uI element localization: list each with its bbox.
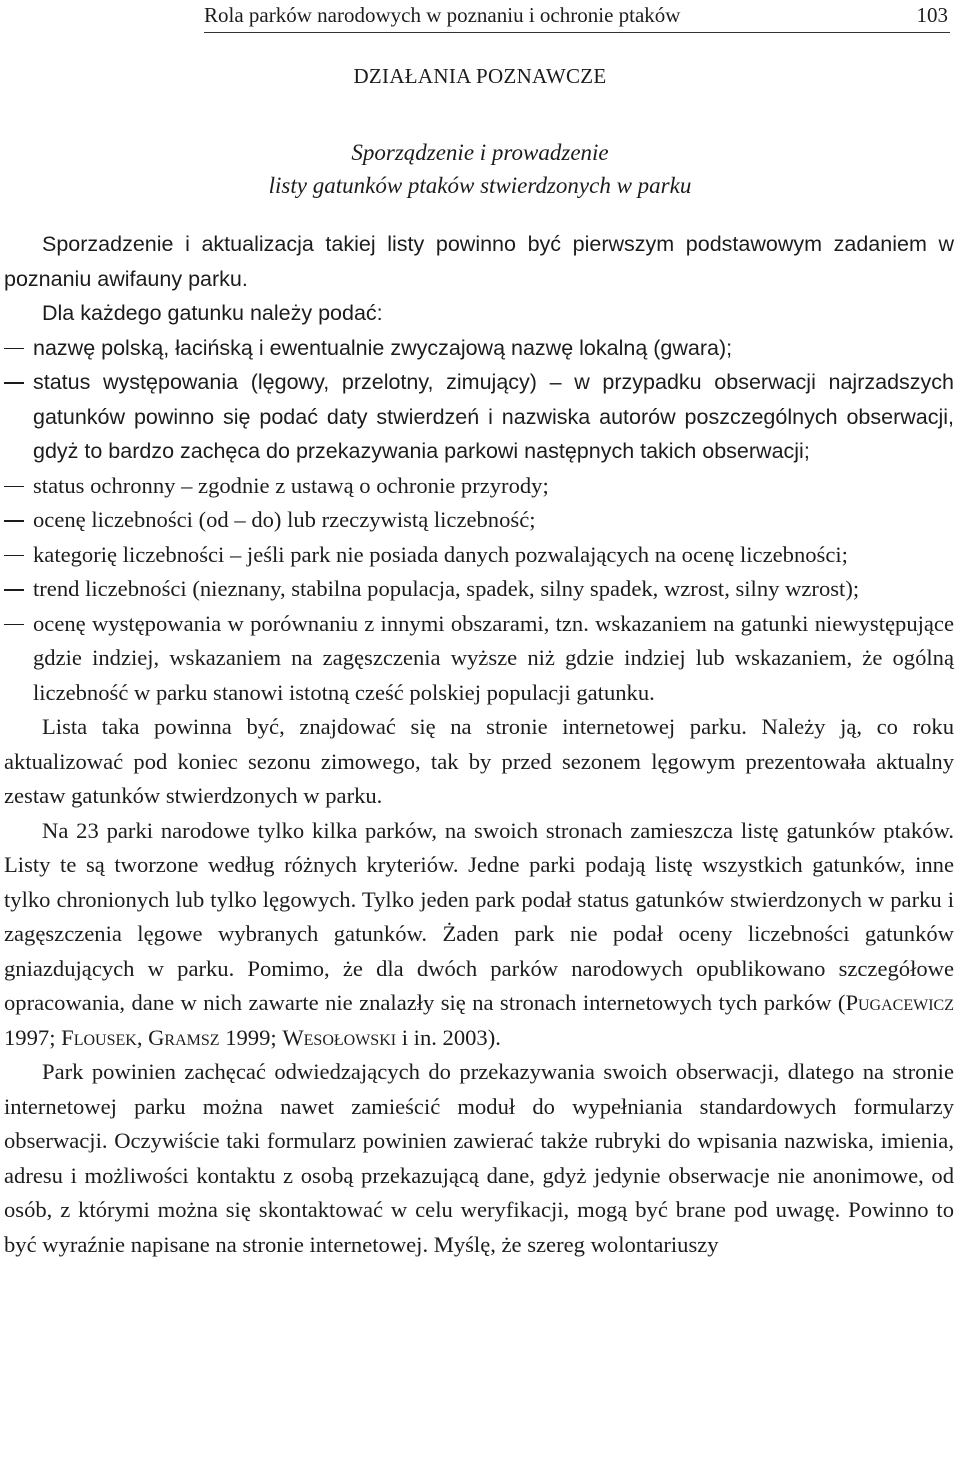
paragraph-parks-text: Na 23 parki narodowe tylko kilka parków, na swoich stronach zamieszcza listę gatunków ptaków. Listy te są tworzone według różnych kryteriów. Jedne parki podają listę wszystkich gatunków, inne tylko chronionych lub tylko lęgowych. Tylko jeden park podał status gatunków stwierdzonych w parku i zagęszczenia lęgowe wybranych gatunków. Żaden park nie podał oceny liczebności gatunków gniazdujących w parku. Pomimo, że dla dwóch parków narodowych opublikowano szczegółowe opracowania, dane w nich zawarte nie znalazły się na stronach internetowych tych parków bbox=[4, 817, 954, 1015]
subsection-title bbox=[0, 136, 960, 202]
list-item: trend liczebności (nieznany, stabilna populacja, spadek, silny spadek, wzrost, silny wzrost); bbox=[4, 572, 954, 607]
citation-author: Gramsz bbox=[148, 1024, 220, 1050]
running-title: Rola parków narodowych w poznaniu i ochronie ptaków bbox=[204, 3, 681, 27]
subsection-title-line-1: Sporządzenie i prowadzenie bbox=[351, 140, 609, 165]
page-number: 103 bbox=[916, 3, 948, 27]
citation-author: Pugacewicz bbox=[845, 990, 954, 1015]
paragraph-website-list: Lista taka powinna być, znajdować się na stronie internetowej parku. Należy ją, co roku aktualizować pod koniec sezonu zimowego, tak by przed sezonem lęgowym prezentowała aktualny zestaw gatunków stwierdzonych w parku. bbox=[4, 714, 954, 808]
paragraph-observation-form: Park powinien zachęcać odwiedzających do przekazywania swoich obserwacji, dlatego na stronie internetowej parku można nawet zamieścić moduł do wypełniania standardowych formularzy obserwacji. Oczywiście taki formularz powinien zawierać także rubryki do wpisania nazwiska, imienia, adresu i możliwości kontaktu z osobą przekazującą dane, gdyż jedynie obserwacje nie anonimowe, od osób, z którymi można się skontaktować w celu weryfikacji, mogą być brane pod uwagę. Powinno to być wyraźnie napisane na stronie internetowej. Myślę, że szereg wolontariuszy bbox=[4, 1059, 954, 1257]
intro-paragraph: Sporzadzenie i aktualizacja takiej listy powinno być pierwszym podstawowym zadaniem w poznaniu awifauny parku. bbox=[4, 232, 954, 291]
list-item: ocenę występowania w porównaniu z innymi obszarami, tzn. wskazaniem na gatunki niewystępujące gdzie indziej, wskazaniem na zagęszczenia wyższe niż gdzie indziej lub wskazaniem, że ogólną liczebność w parku stanowi istotną cześć polskiej populacji gatunku. bbox=[4, 607, 954, 711]
list-item: kategorię liczebności – jeśli park nie posiada danych pozwalających na ocenę liczebności; bbox=[4, 538, 954, 573]
list-item: status ochronny – zgodnie z ustawą o ochronie przyrody; bbox=[4, 469, 954, 504]
criteria-list bbox=[4, 331, 954, 711]
citation-author: Wesołowski bbox=[282, 1024, 397, 1050]
citation-author: Flousek bbox=[61, 1024, 137, 1050]
body-text bbox=[4, 227, 954, 1262]
paragraph-parks: Na 23 parki narodowe tylko kilka parków, na swoich stronach zamieszcza listę gatunków ptaków. Listy te są tworzone według różnych kryteriów. Jedne parki podają listę wszystkich gatunków, inne tylko chronionych lub tylko lęgowych. Tylko jeden park podał status gatunków stwierdzonych w parku i zagęszczenia lęgowe wybranych gatunków. Żaden park nie podał oceny liczebności gatunków gniazdujących w parku. Pomimo, że dla dwóch parków narodowych opublikowano szczegółowe opracowania, dane w nich zawarte nie znalazły się na stronach internetowych tych parków (Pugacewicz 1997; Flousek, Gramsz 1999; Wesołowski i in. 2003). bbox=[4, 817, 954, 1050]
list-item: status występowania (lęgowy, przelotny, zimujący) – w przypadku obserwacji najrzadszych gatunków powinno się podać daty stwierdzeń i nazwiska autorów poszczególnych obserwacji, gdyż to bardzo zachęca do przekazywania parkowi następnych takich obserwacji; bbox=[4, 365, 954, 469]
running-header bbox=[204, 2, 950, 33]
subsection-title-line-2: listy gatunków ptaków stwierdzonych w parku bbox=[268, 173, 692, 198]
list-item: ocenę liczebności (od – do) lub rzeczywistą liczebność; bbox=[4, 503, 954, 538]
section-title: DZIAŁANIA POZNAWCZE bbox=[353, 64, 607, 88]
list-item: nazwę polską, łacińską i ewentualnie zwyczajową nazwę lokalną (gwara); bbox=[4, 331, 954, 366]
list-lead: Dla każdego gatunku należy podać: bbox=[42, 301, 383, 325]
